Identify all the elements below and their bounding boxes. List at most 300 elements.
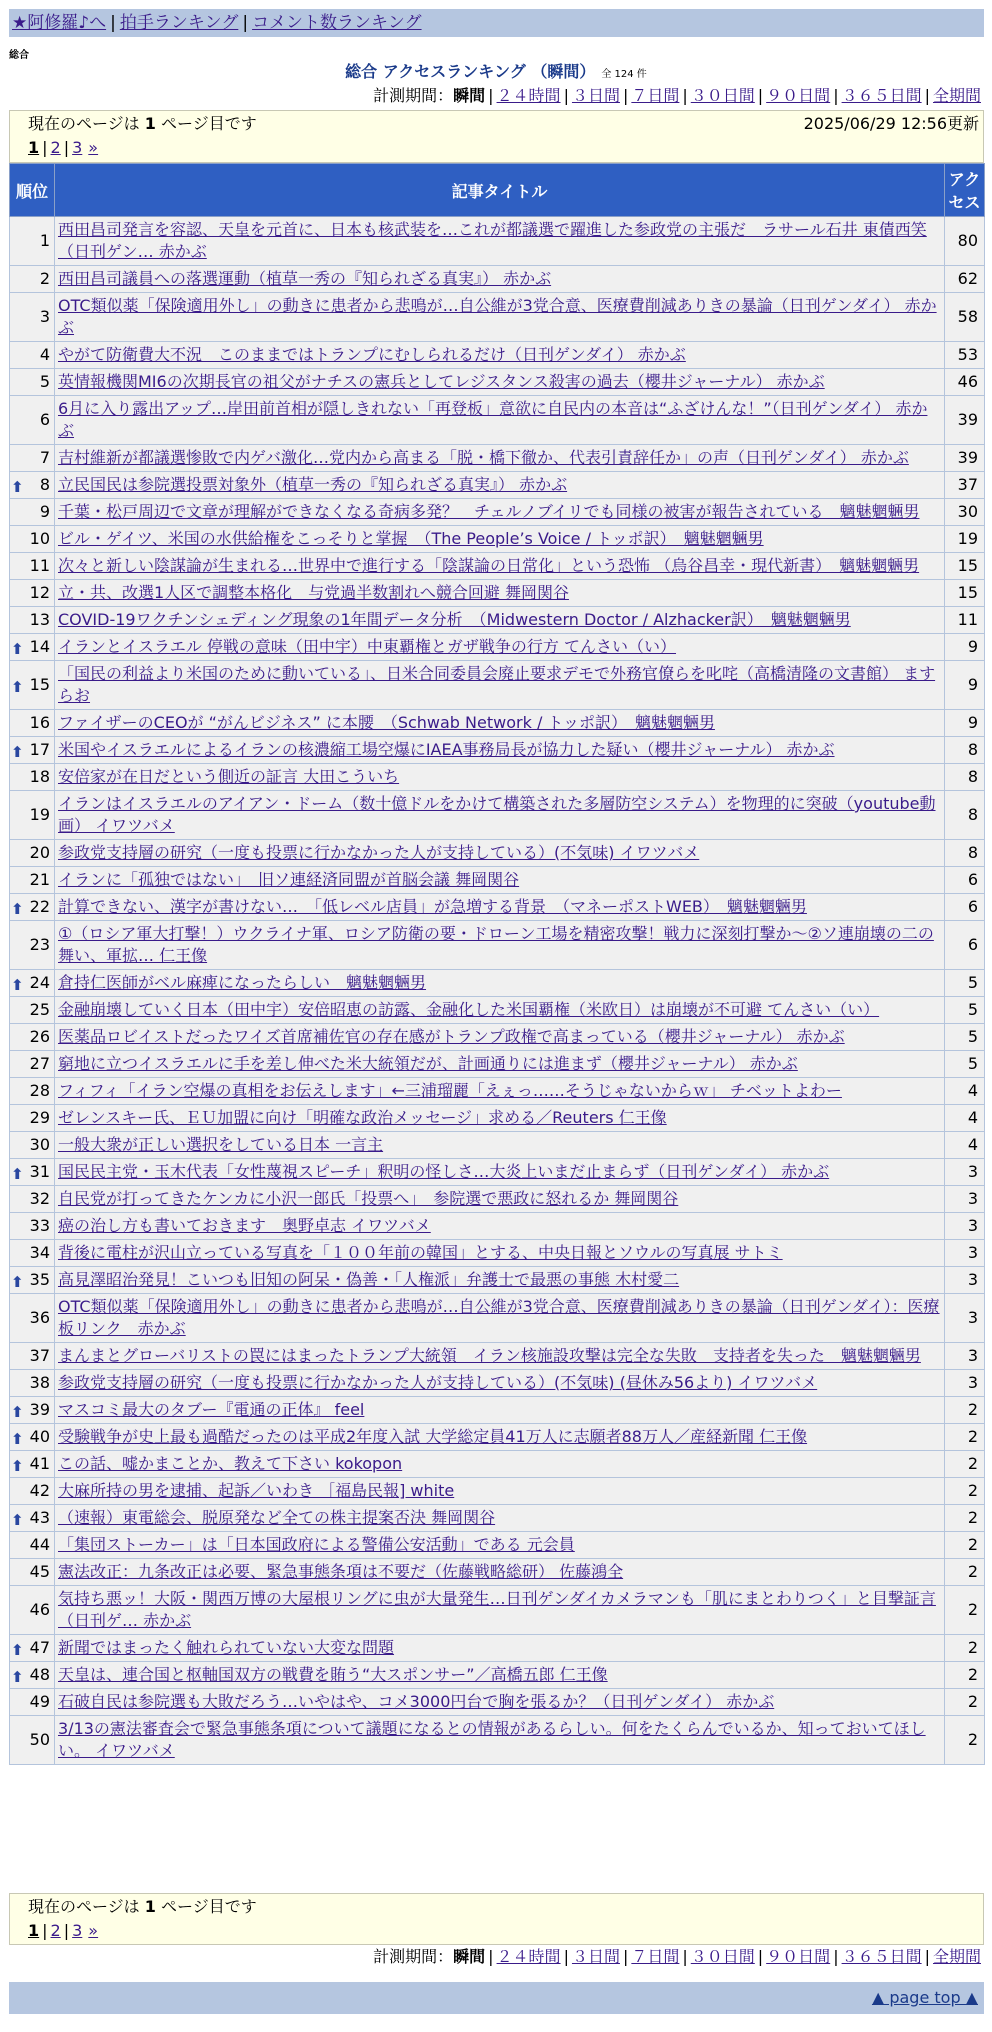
rank-cell <box>10 580 55 607</box>
pagination-bottom <box>9 1893 984 1945</box>
rank-number: 31 <box>29 1162 50 1181</box>
period-link-365d[interactable]: ３６５日間 <box>841 86 922 105</box>
title-cell <box>55 1051 945 1078</box>
access-count: 2 <box>945 1559 985 1586</box>
table-row <box>10 396 985 445</box>
rank-cell <box>10 1105 55 1132</box>
title-cell <box>55 472 945 499</box>
table-row <box>10 867 985 894</box>
rank-cell <box>10 921 55 970</box>
rank-cell <box>10 1397 55 1424</box>
table-row <box>10 970 985 997</box>
table-row <box>10 764 985 791</box>
rank-number: 23 <box>29 935 50 954</box>
access-count: 53 <box>945 342 985 369</box>
article-link[interactable]: 大麻所持の男を逮捕、起訴／いわき ［福島民報] white <box>58 1481 455 1500</box>
title-cell <box>55 1586 945 1635</box>
rank-cell <box>10 369 55 396</box>
pagination-top <box>9 110 984 163</box>
article-link[interactable]: 参政党支持層の研究（一度も投票に行かなかった人が支持している）(不気味) (昼休み56より) イワツバメ <box>58 1373 818 1392</box>
article-link[interactable]: 6月に入り露出アップ…岸田前首相が隠しきれない「再登板」意欲に自民内の本音は“ふざけんな！”（日刊ゲンダイ） 赤かぶ <box>58 399 928 440</box>
rank-number: 33 <box>29 1216 50 1235</box>
title-cell <box>55 970 945 997</box>
title-cell <box>55 1132 945 1159</box>
article-link[interactable]: 米国やイスラエルによるイランの核濃縮工場空爆にIAEA事務局長が協力した疑い（櫻井ジャーナル） 赤かぶ <box>58 740 835 759</box>
access-count: 39 <box>945 445 985 472</box>
title-cell <box>55 921 945 970</box>
rank-number: 44 <box>29 1535 50 1554</box>
rank-cell <box>10 1240 55 1267</box>
top-nav-bar: ★阿修羅♪へ | 拍手ランキング | コメント数ランキング <box>9 9 984 37</box>
article-link[interactable]: 西田昌司議員への落選運動（植草一秀の『知られざる真実』） 赤かぶ <box>58 269 552 288</box>
rank-up-arrow-icon: ⬆ <box>11 1668 24 1686</box>
rank-number: 35 <box>29 1270 50 1289</box>
access-count: 5 <box>945 1024 985 1051</box>
rank-number: 18 <box>29 767 50 786</box>
access-count: 4 <box>945 1105 985 1132</box>
rank-up-arrow-icon: ⬆ <box>11 1403 24 1421</box>
rank-cell <box>10 1294 55 1343</box>
access-count: 37 <box>945 472 985 499</box>
page-links: 1 | 2 | 3 » <box>28 138 99 157</box>
rank-cell <box>10 867 55 894</box>
rank-number: 47 <box>29 1638 50 1657</box>
access-count: 3 <box>945 1213 985 1240</box>
article-link[interactable]: この話、嘘かまことか、教えて下さい kokopon <box>58 1454 403 1473</box>
updated-timestamp: 2025/06/29 12:56更新 <box>803 114 979 133</box>
table-row <box>10 1424 985 1451</box>
table-row <box>10 499 985 526</box>
rank-cell <box>10 1370 55 1397</box>
table-row <box>10 217 985 266</box>
title-cell <box>55 1451 945 1478</box>
title-cell <box>55 293 945 342</box>
access-count: 2 <box>945 1662 985 1689</box>
rank-number: 14 <box>29 637 50 656</box>
rank-cell <box>10 1689 55 1716</box>
access-count: 9 <box>945 710 985 737</box>
rank-number: 48 <box>29 1665 50 1684</box>
rank-number: 15 <box>29 675 50 694</box>
table-row <box>10 1716 985 1765</box>
page-link-2-bottom[interactable]: 2 <box>50 1921 61 1940</box>
rank-cell <box>10 1186 55 1213</box>
rank-up-arrow-icon: ⬆ <box>11 1273 24 1291</box>
article-link[interactable]: イランとイスラエル 停戦の意味（田中宇）中東覇権とガザ戦争の行方 てんさい（い） <box>58 637 677 656</box>
access-count: 8 <box>945 737 985 764</box>
rank-up-arrow-icon: ⬆ <box>11 743 24 761</box>
rank-cell <box>10 1716 55 1765</box>
rank-cell <box>10 217 55 266</box>
rank-cell <box>10 1586 55 1635</box>
rank-number: 49 <box>29 1692 50 1711</box>
rank-cell <box>10 737 55 764</box>
period-link-3d-bottom[interactable]: ３日間 <box>571 1947 620 1966</box>
access-count: 6 <box>945 921 985 970</box>
period-current-bottom: 瞬間 <box>453 1947 486 1966</box>
period-link-7d[interactable]: ７日間 <box>631 86 680 105</box>
period-link-7d-bottom[interactable]: ７日間 <box>631 1947 680 1966</box>
rank-number: 43 <box>29 1508 50 1527</box>
title-cell <box>55 1689 945 1716</box>
page-current: 1 <box>28 138 40 157</box>
title-cell <box>55 607 945 634</box>
access-count: 15 <box>945 553 985 580</box>
rank-number: 16 <box>29 713 50 732</box>
title-cell <box>55 1559 945 1586</box>
access-count: 5 <box>945 970 985 997</box>
title-cell <box>55 580 945 607</box>
page-title: 総合 アクセスランキング （瞬間） <box>345 62 596 81</box>
access-count: 5 <box>945 997 985 1024</box>
article-link[interactable]: 自民党が打ってきたケンカに小沢一郎氏「投票へ」 参院選で悪政に怒れるか 舞岡関谷 <box>58 1189 679 1208</box>
table-row <box>10 1478 985 1505</box>
title-cell <box>55 1240 945 1267</box>
table-header <box>10 164 985 217</box>
rank-cell <box>10 791 55 840</box>
article-link[interactable]: 計算できない、漢字が書けない… 「低レベル店員」が急増する背景 （マネーポストWEB） 魑魅魍魎男 <box>58 897 807 916</box>
rank-number: 24 <box>29 973 50 992</box>
rank-cell <box>10 1505 55 1532</box>
title-cell <box>55 1186 945 1213</box>
title-cell <box>55 1662 945 1689</box>
table-row <box>10 293 985 342</box>
title-cell <box>55 997 945 1024</box>
page-title-row <box>0 62 992 85</box>
article-link[interactable]: イランに「孤独ではない」 旧ソ連経済同盟が首脳会議 舞岡関谷 <box>58 870 520 889</box>
article-link[interactable]: 「集団ストーカー」は「日本国政府による警備公安活動」である 元会員 <box>58 1535 575 1554</box>
total-count: 全 124 件 <box>601 69 647 80</box>
table-row <box>10 634 985 661</box>
title-cell <box>55 791 945 840</box>
period-link-3d[interactable]: ３日間 <box>571 86 620 105</box>
access-count: 80 <box>945 217 985 266</box>
rank-cell <box>10 997 55 1024</box>
article-link[interactable]: 「国民の利益より米国のために動いている」、日米合同委員会廃止要求デモで外務官僚らを叱咤（高橋清隆の文書館） ますらお <box>58 664 936 705</box>
table-row <box>10 1397 985 1424</box>
rank-cell <box>10 1343 55 1370</box>
rank-up-arrow-icon: ⬆ <box>11 1457 24 1475</box>
table-row <box>10 266 985 293</box>
article-link[interactable]: 金融崩壊していく日本（田中宇）安倍昭恵の訪露、金融化した米国覇権（米欧日）は崩壊が不可避 てんさい（い） <box>58 1000 880 1019</box>
rank-number: 26 <box>29 1027 50 1046</box>
rank-cell <box>10 1024 55 1051</box>
page-link-3-bottom[interactable]: 3 <box>72 1921 83 1940</box>
rank-number: 20 <box>29 843 50 862</box>
access-count: 30 <box>945 499 985 526</box>
article-link[interactable]: 次々と新しい陰謀論が生まれる…世界中で進行する「陰謀論の日常化」という恐怖 （烏谷昌幸・現代新書） 魑魅魍魎男 <box>58 556 920 575</box>
title-cell <box>55 342 945 369</box>
access-count: 2 <box>945 1532 985 1559</box>
rank-cell <box>10 293 55 342</box>
period-current: 瞬間 <box>453 86 486 105</box>
title-cell <box>55 1294 945 1343</box>
article-link[interactable]: マスコミ最大のタブー『電通の正体』 feel <box>58 1400 365 1419</box>
article-link[interactable]: 吉村維新が都議選惨敗で内ゲバ激化…党内から高まる「脱・橋下徹か、代表引責辞任か」の声（日刊ゲンダイ） 赤かぶ <box>58 448 909 467</box>
title-cell <box>55 1397 945 1424</box>
access-count: 2 <box>945 1689 985 1716</box>
title-cell <box>55 369 945 396</box>
rank-number: 7 <box>39 448 50 467</box>
article-link[interactable]: 天皇は、連合国と枢軸国双方の戦費を賄う“大スポンサー”／高橋五郎 仁王像 <box>58 1665 608 1684</box>
rank-cell <box>10 1451 55 1478</box>
title-cell <box>55 445 945 472</box>
table-row <box>10 1559 985 1586</box>
rank-cell <box>10 472 55 499</box>
table-row <box>10 1051 985 1078</box>
article-link[interactable]: 憲法改正：九条改正は必要、緊急事態条項は不要だ（佐藤戦略総研） 佐藤鴻全 <box>58 1562 624 1581</box>
table-row <box>10 1267 985 1294</box>
table-row <box>10 737 985 764</box>
table-row <box>10 526 985 553</box>
rank-number: 45 <box>29 1562 50 1581</box>
rank-cell <box>10 342 55 369</box>
rank-number: 17 <box>29 740 50 759</box>
page-next-link[interactable]: » <box>88 138 99 157</box>
rank-number: 27 <box>29 1054 50 1073</box>
table-row <box>10 661 985 710</box>
rank-up-arrow-icon: ⬆ <box>11 976 24 994</box>
article-link[interactable]: 高見澤昭治発見！こいつも旧知の阿呆・偽善・「人権派」弁護士で最悪の事態 木村愛二 <box>58 1270 680 1289</box>
article-link[interactable]: （速報）東電総会、脱原発など全ての株主提案否決 舞岡関谷 <box>58 1508 496 1527</box>
article-link[interactable]: OTC類似薬「保険適用外し」の動きに患者から悲鳴が…自公維が3党合意、医療費削減ありきの暴論（日刊ゲンダイ）：医療板リンク 赤かぶ <box>58 1297 940 1338</box>
rank-cell <box>10 1424 55 1451</box>
page-next-link-bottom[interactable]: » <box>88 1921 99 1940</box>
article-link[interactable]: 医薬品ロビイストだったワイズ首席補佐官の存在感がトランプ政権で高まっている（櫻井ジャーナル） 赤かぶ <box>58 1027 845 1046</box>
nav-link-asyura-top[interactable]: ★阿修羅♪へ <box>12 13 107 33</box>
rank-up-arrow-icon: ⬆ <box>11 900 24 918</box>
table-row <box>10 1505 985 1532</box>
access-count: 9 <box>945 661 985 710</box>
title-cell <box>55 499 945 526</box>
rank-cell <box>10 1532 55 1559</box>
access-count: 5 <box>945 1051 985 1078</box>
rank-number: 32 <box>29 1189 50 1208</box>
rank-cell <box>10 499 55 526</box>
rank-number: 12 <box>29 583 50 602</box>
article-link[interactable]: COVID-19ワクチンシェディング現象の1年間データ分析 （Midwestern Doctor / Alzhacker訳） 魑魅魍魎男 <box>58 610 851 629</box>
title-cell <box>55 867 945 894</box>
article-link[interactable]: 立・共、改選1人区で調整本格化 与党過半数割れへ競合回避 舞岡関谷 <box>58 583 569 602</box>
article-link[interactable]: 3/13の憲法審査会で緊急事態条項について議題になるとの情報があるらしい。何をたくらんでいるか、知っておいてほしい。 イワツバメ <box>58 1719 926 1760</box>
table-row <box>10 369 985 396</box>
page-status-bottom: 現在のページは 1 ページ目です <box>28 1897 257 1916</box>
access-count: 3 <box>945 1159 985 1186</box>
article-link[interactable]: 倉持仁医師がベル麻痺になったらしい 魑魅魍魎男 <box>58 973 427 992</box>
table-row <box>10 997 985 1024</box>
table-row <box>10 791 985 840</box>
period-link-90d[interactable]: ９０日間 <box>766 86 831 105</box>
article-link[interactable]: ビル・ゲイツ、米国の水供給権をこっそりと掌握 （The People’s Voice / トッポ訳） 魑魅魍魎男 <box>58 529 764 548</box>
rank-cell <box>10 1078 55 1105</box>
rank-number: 9 <box>39 502 50 521</box>
access-count: 15 <box>945 580 985 607</box>
rank-cell <box>10 894 55 921</box>
table-row <box>10 840 985 867</box>
article-link[interactable]: 西田昌司発言を容認、天皇を元首に、日本も核武装を…これが都議選で躍進した参政党の主張だ ラサール石井 東債西笑（日刊ゲン… 赤かぶ <box>58 220 927 261</box>
rank-number: 28 <box>29 1081 50 1100</box>
table-row <box>10 1240 985 1267</box>
rank-up-arrow-icon: ⬆ <box>11 678 24 696</box>
article-link[interactable]: OTC類似薬「保険適用外し」の動きに患者から悲鳴が…自公維が3党合意、医療費削減ありきの暴論（日刊ゲンダイ） 赤かぶ <box>58 296 937 337</box>
article-link[interactable]: 窮地に立つイスラエルに手を差し伸べた米大統領だが、計画通りには進まず（櫻井ジャーナル） 赤かぶ <box>58 1054 798 1073</box>
title-cell <box>55 266 945 293</box>
page-link-3[interactable]: 3 <box>72 138 83 157</box>
title-cell <box>55 1370 945 1397</box>
access-count: 2 <box>945 1424 985 1451</box>
article-link[interactable]: 気持ち悪ッ！大阪・関西万博の大屋根リングに虫が大量発生…日刊ゲンダイカメラマンも「肌にまとわりつく」と目撃証言（日刊ゲ… 赤かぶ <box>58 1589 936 1630</box>
table-row <box>10 1294 985 1343</box>
title-cell <box>55 1478 945 1505</box>
article-link[interactable]: 受験戦争が史上最も過酷だったのは平成2年度入試 大学総定員41万人に志願者88万人／産経新聞 仁王像 <box>58 1427 808 1446</box>
rank-cell <box>10 1662 55 1689</box>
title-cell <box>55 661 945 710</box>
rank-cell <box>10 710 55 737</box>
bottom-bar <box>9 1982 984 2014</box>
period-prefix: 計測期間： <box>373 86 454 105</box>
article-link[interactable]: 千葉・松戸周辺で文章が理解ができなくなる奇病多発？ チェルノブイリでも同様の被害が報告されている 魑魅魍魎男 <box>58 502 920 521</box>
rank-number: 13 <box>29 610 50 629</box>
access-count: 4 <box>945 1132 985 1159</box>
page-links-bottom: 1 | 2 | 3 » <box>28 1921 99 1940</box>
rank-up-arrow-icon: ⬆ <box>11 1641 24 1659</box>
article-link[interactable]: 新聞ではまったく触れられていない大変な問題 <box>58 1638 395 1657</box>
period-link-30d[interactable]: ３０日間 <box>690 86 755 105</box>
table-row <box>10 553 985 580</box>
rank-cell <box>10 1267 55 1294</box>
article-link[interactable]: イランはイスラエルのアイアン・ドーム（数十億ドルをかけて構築された多層防空システム）を物理的に突破（youtube動画） イワツバメ <box>58 794 936 835</box>
period-selector-top: 計測期間：瞬間 | ２４時間 | ３日間 | ７日間 | ３０日間 | ９０日間 | ３６５日間 | 全期間 <box>373 86 981 105</box>
article-link[interactable]: 英情報機関MI6の次期長官の祖父がナチスの憲兵としてレジスタンス殺害の過去（櫻井ジャーナル） 赤かぶ <box>58 372 825 391</box>
table-row <box>10 710 985 737</box>
title-cell <box>55 1505 945 1532</box>
page-top-link[interactable]: ▲ page top ▲ <box>871 1988 978 2007</box>
rank-cell <box>10 1635 55 1662</box>
title-cell <box>55 894 945 921</box>
page-link-2[interactable]: 2 <box>50 138 61 157</box>
period-link-all-bottom[interactable]: 全期間 <box>932 1947 981 1966</box>
title-cell <box>55 710 945 737</box>
rank-number: 5 <box>39 372 50 391</box>
rank-cell <box>10 526 55 553</box>
article-link[interactable]: ゼレンスキー氏、ＥＵ加盟に向け「明確な政治メッセージ」求める／Reuters 仁王像 <box>58 1108 667 1127</box>
table-row <box>10 1635 985 1662</box>
table-row <box>10 921 985 970</box>
table-row <box>10 1689 985 1716</box>
article-link[interactable]: 参政党支持層の研究（一度も投票に行かなかった人が支持している）(不気味) イワツバメ <box>58 843 700 862</box>
table-row <box>10 1105 985 1132</box>
ranking-body <box>10 217 985 1765</box>
table-row <box>10 1662 985 1689</box>
nav-link-applause-ranking[interactable]: 拍手ランキング <box>119 13 239 33</box>
table-row <box>10 1586 985 1635</box>
access-count: 3 <box>945 1240 985 1267</box>
rank-cell <box>10 634 55 661</box>
article-link[interactable]: 背後に電柱が沢山立っている写真を「１００年前の韓国」とする、中央日報とソウルの写真展 サトミ <box>58 1243 783 1262</box>
rank-cell <box>10 1478 55 1505</box>
article-link[interactable]: 立民国民は参院選投票対象外（植草一秀の『知られざる真実』） 赤かぶ <box>58 475 568 494</box>
table-row <box>10 1343 985 1370</box>
rank-number: 25 <box>29 1000 50 1019</box>
title-cell <box>55 1159 945 1186</box>
access-count: 58 <box>945 293 985 342</box>
title-cell <box>55 1532 945 1559</box>
period-link-365d-bottom[interactable]: ３６５日間 <box>841 1947 922 1966</box>
section-label: 総合 <box>9 50 29 61</box>
access-count: 19 <box>945 526 985 553</box>
access-count: 2 <box>945 1451 985 1478</box>
rank-up-arrow-icon: ⬆ <box>11 1511 24 1529</box>
period-link-all[interactable]: 全期間 <box>932 86 981 105</box>
rank-cell <box>10 553 55 580</box>
article-link[interactable]: 一般大衆が正しい選択をしている日本 一言主 <box>58 1135 384 1154</box>
rank-number: 38 <box>29 1373 50 1392</box>
access-count: 2 <box>945 1716 985 1765</box>
article-link[interactable]: 癌の治し方も書いておきます 奥野卓志 イワツバメ <box>58 1216 431 1235</box>
period-link-30d-bottom[interactable]: ３０日間 <box>690 1947 755 1966</box>
table-row <box>10 607 985 634</box>
rank-number: 42 <box>29 1481 50 1500</box>
title-cell <box>55 217 945 266</box>
rank-number: 39 <box>29 1400 50 1419</box>
rank-cell <box>10 840 55 867</box>
rank-up-arrow-icon: ⬆ <box>11 1430 24 1448</box>
article-link[interactable]: 安倍家が在日だという側近の証言 大田こういち <box>58 767 400 786</box>
article-link[interactable]: フィフィ「イラン空爆の真相をお伝えします」←三浦瑠麗「えぇっ……そうじゃないからｗ」 チベットよわー <box>58 1081 842 1100</box>
article-link[interactable]: ファイザーのCEOが “がんビジネス” に本腰 （Schwab Network / トッポ訳） 魑魅魍魎男 <box>58 713 715 732</box>
article-link[interactable]: 国民民主党・玉木代表「女性蔑視スピーチ」釈明の怪しさ…大炎上いまだ止まらず（日刊ゲンダイ） 赤かぶ <box>58 1162 830 1181</box>
access-count: 3 <box>945 1267 985 1294</box>
title-cell <box>55 1105 945 1132</box>
rank-up-arrow-icon: ⬆ <box>11 640 24 658</box>
page-status: 現在のページは 1 ページ目です <box>28 114 257 133</box>
ranking-table <box>9 163 985 1765</box>
period-link-24h[interactable]: ２４時間 <box>496 86 561 105</box>
nav-link-comment-ranking[interactable]: コメント数ランキング <box>252 13 422 33</box>
title-cell <box>55 1716 945 1765</box>
access-count: 11 <box>945 607 985 634</box>
rank-cell <box>10 1213 55 1240</box>
article-link[interactable]: ①（ロシア軍大打撃！）ウクライナ軍、ロシア防衛の要・ドローン工場を精密攻撃！戦力に深刻打撃か～②ソ連崩壊の二の舞い、軍拡… 仁王像 <box>58 924 934 965</box>
title-cell <box>55 1078 945 1105</box>
table-row <box>10 580 985 607</box>
title-cell <box>55 1213 945 1240</box>
rank-cell <box>10 607 55 634</box>
access-count: 2 <box>945 1397 985 1424</box>
rank-number: 21 <box>29 870 50 889</box>
access-count: 6 <box>945 894 985 921</box>
article-link[interactable]: やがて防衛費大不況 このままではトランプにむしられるだけ（日刊ゲンダイ） 赤かぶ <box>58 345 686 364</box>
period-link-90d-bottom[interactable]: ９０日間 <box>766 1947 831 1966</box>
article-link[interactable]: 石破自民は参院選も大敗だろう…いやはや、コメ3000円台で胸を張るか？（日刊ゲンダイ） 赤かぶ <box>58 1692 775 1711</box>
rank-number: 34 <box>29 1243 50 1262</box>
table-row <box>10 1078 985 1105</box>
rank-number: 10 <box>29 529 50 548</box>
rank-cell <box>10 764 55 791</box>
title-cell <box>55 553 945 580</box>
access-count: 8 <box>945 764 985 791</box>
title-cell <box>55 634 945 661</box>
access-count: 2 <box>945 1635 985 1662</box>
page-current-bottom: 1 <box>28 1921 40 1940</box>
rank-cell <box>10 661 55 710</box>
rank-number: 4 <box>39 345 50 364</box>
access-count: 2 <box>945 1478 985 1505</box>
article-link[interactable]: まんまとグローバリストの罠にはまったトランプ大統領 イラン核施設攻撃は完全な失敗 支持者を失った 魑魅魍魎男 <box>58 1346 921 1365</box>
access-count: 62 <box>945 266 985 293</box>
rank-number: 36 <box>29 1308 50 1327</box>
period-link-24h-bottom[interactable]: ２４時間 <box>496 1947 561 1966</box>
